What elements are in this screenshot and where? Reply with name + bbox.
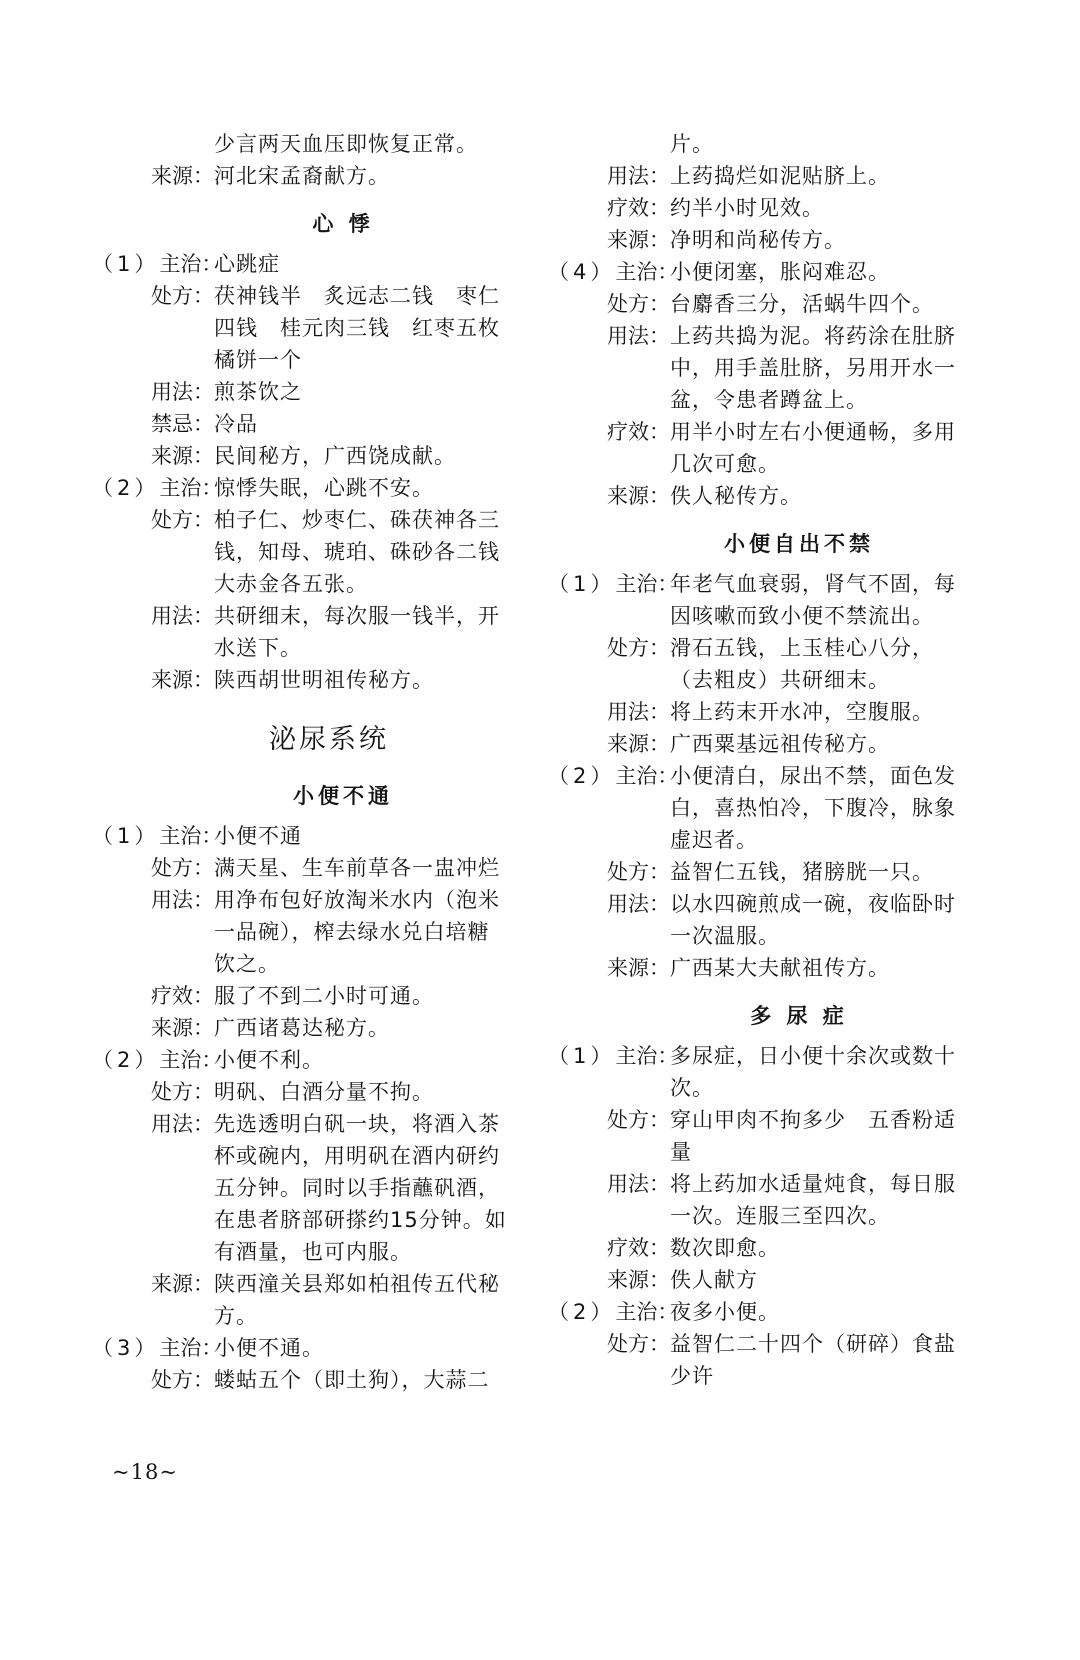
field-text: 量	[670, 1140, 692, 1164]
field-label: 疗效：	[607, 196, 670, 220]
entry-label	[548, 192, 670, 224]
entry-label	[92, 504, 214, 536]
text-line	[92, 1204, 507, 1236]
text-line	[92, 820, 504, 852]
field-label: 用法：	[607, 164, 670, 188]
text-line	[548, 1328, 960, 1360]
field-label: 主治：	[159, 1048, 223, 1072]
field-label: 处方：	[607, 1108, 670, 1132]
field-text: 在患者脐部研搽约15分钟。如	[214, 1208, 507, 1232]
field-label: 来源：	[607, 732, 670, 756]
entry-label	[548, 664, 670, 696]
field-text: 水送下。	[214, 636, 302, 660]
field-text: 夜多小便。	[670, 1300, 780, 1324]
field-text: 年老气血衰弱，肾气不固，每	[670, 572, 956, 596]
text-line	[92, 884, 504, 916]
entry-label	[92, 1140, 214, 1172]
field-label: 用法：	[607, 700, 670, 724]
left-column	[92, 128, 507, 1396]
entry-label	[92, 344, 214, 376]
entry-label	[92, 600, 214, 632]
entry-number: （2）	[548, 764, 616, 788]
text-line	[548, 192, 960, 224]
field-text: 煎茶饮之	[214, 380, 302, 404]
text-line	[548, 1104, 960, 1136]
field-text: 蝼蛄五个（即土狗），大蒜二	[214, 1368, 490, 1392]
entry-number: （2）	[92, 1048, 160, 1072]
text-line	[92, 1172, 504, 1204]
text-line	[548, 1296, 960, 1328]
field-label: 用法：	[151, 380, 214, 404]
field-text: 广西诸葛达秘方。	[214, 1016, 390, 1040]
field-label: 来源：	[151, 1272, 214, 1296]
field-text: 小便不通。	[214, 1336, 324, 1360]
text-line	[92, 1108, 504, 1140]
field-label: 处方：	[151, 1368, 214, 1392]
entry-label	[548, 128, 670, 160]
text-line	[548, 696, 960, 728]
field-label: 用法：	[607, 324, 670, 348]
field-text: 柏子仁、炒枣仁、硃茯神各三	[214, 508, 500, 532]
field-text: 一次。连服三至四次。	[670, 1204, 890, 1228]
entry-number: （1）	[92, 252, 160, 276]
field-label: 疗效：	[151, 984, 214, 1008]
field-label: 主治：	[159, 1336, 223, 1360]
text-line	[92, 568, 504, 600]
text-line	[548, 1200, 960, 1232]
field-label: 疗效：	[607, 420, 670, 444]
entry-label	[548, 1328, 670, 1360]
field-text: 有酒量，也可内服。	[214, 1240, 412, 1264]
entry-label	[92, 664, 214, 696]
text-line	[92, 160, 504, 192]
entry-label	[548, 1072, 670, 1104]
field-text: 心跳症	[214, 252, 280, 276]
entry-number: （2）	[92, 476, 160, 500]
text-line	[92, 664, 504, 696]
field-text: 滑石五钱，上玉桂心八分，	[670, 636, 934, 660]
text-line	[92, 312, 504, 344]
page-number: ~18~	[112, 1460, 178, 1484]
entry-label	[548, 728, 670, 760]
text-line	[92, 344, 504, 376]
field-text: 将上药加水适量炖食，每日服	[670, 1172, 956, 1196]
text-line	[548, 288, 960, 320]
field-label: 处方：	[151, 1080, 214, 1104]
entry-number: （1）	[548, 572, 616, 596]
entry-label	[92, 1076, 214, 1108]
text-line	[548, 1136, 960, 1168]
field-text: 数次即愈。	[670, 1236, 780, 1260]
field-text: 以水四碗煎成一碗，夜临卧时	[670, 892, 956, 916]
field-label: 禁忌：	[151, 412, 214, 436]
field-text: 上药捣烂如泥贴脐上。	[670, 164, 890, 188]
entry-number: （4）	[548, 260, 616, 284]
text-line	[92, 1140, 504, 1172]
text-line	[548, 384, 960, 416]
entry-label	[92, 248, 223, 280]
field-label: 用法：	[607, 892, 670, 916]
text-line	[92, 1300, 504, 1332]
text-line	[92, 504, 504, 536]
text-line	[548, 760, 960, 792]
entry-label	[92, 1364, 214, 1396]
entry-label	[548, 952, 670, 984]
field-text: 四钱 桂元肉三钱 红枣五枚	[214, 316, 500, 340]
entry-label	[548, 792, 670, 824]
text-line	[92, 248, 504, 280]
text-line	[92, 1236, 504, 1268]
entry-label	[548, 320, 670, 352]
text-line	[92, 980, 504, 1012]
text-line	[92, 1012, 504, 1044]
text-line	[92, 1332, 504, 1364]
field-text: 小便不利。	[214, 1048, 324, 1072]
entry-label	[548, 1168, 670, 1200]
text-line	[548, 352, 960, 384]
field-text: 明矾、白酒分量不拘。	[214, 1080, 434, 1104]
entry-label	[548, 384, 670, 416]
entry-number: （3）	[92, 1336, 160, 1360]
text-line	[548, 1360, 960, 1392]
field-label: 处方：	[607, 292, 670, 316]
entry-label	[92, 916, 214, 948]
field-text: 一品碗），榨去绿水兑白培糖	[214, 920, 490, 944]
entry-label	[548, 256, 679, 288]
entry-label	[92, 472, 223, 504]
entry-label	[548, 696, 670, 728]
field-label: 主治：	[615, 572, 679, 596]
field-text: 方。	[214, 1304, 258, 1328]
field-text: 饮之。	[214, 952, 280, 976]
field-text: 茯神钱半 炙远志二钱 枣仁	[214, 284, 500, 308]
entry-label	[548, 1200, 670, 1232]
field-label: 来源：	[607, 956, 670, 980]
field-label: 来源：	[607, 228, 670, 252]
field-label: 处方：	[607, 860, 670, 884]
entry-label	[92, 1108, 214, 1140]
entry-label	[548, 1104, 670, 1136]
entry-label	[548, 160, 670, 192]
field-label: 主治：	[159, 824, 223, 848]
field-label: 主治：	[159, 476, 223, 500]
field-text: 广西某大夫献祖传方。	[670, 956, 890, 980]
field-label: 疗效：	[607, 1236, 670, 1260]
field-text: 惊悸失眠，心跳不安。	[214, 476, 434, 500]
text-line	[548, 568, 960, 600]
field-text: 陕西胡世明祖传秘方。	[214, 668, 434, 692]
text-line	[548, 728, 960, 760]
field-text: 上药共捣为泥。将药涂在肚脐	[670, 324, 956, 348]
subsection-heading: 小便自出不禁	[724, 532, 874, 556]
entry-label	[548, 760, 679, 792]
field-text: 先选透明白矾一块，将酒入茶	[214, 1112, 500, 1136]
field-text: 约半小时见效。	[670, 196, 824, 220]
entry-label	[92, 280, 214, 312]
entry-label	[92, 1332, 223, 1364]
entry-label	[92, 884, 214, 916]
entry-label	[548, 480, 670, 512]
field-label: 处方：	[607, 1332, 670, 1356]
entry-label	[548, 856, 670, 888]
field-text: （去粗皮）共研细末。	[670, 668, 890, 692]
text-line	[92, 280, 504, 312]
text-line	[548, 600, 960, 632]
text-line	[548, 920, 960, 952]
entry-number: （1）	[548, 1044, 616, 1068]
entry-label	[548, 888, 670, 920]
field-label: 处方：	[151, 284, 214, 308]
entry-label	[92, 1012, 214, 1044]
text-line	[548, 320, 960, 352]
entry-label	[92, 408, 214, 440]
field-text: 钱，知母、琥珀、硃砂各二钱	[214, 540, 500, 564]
entry-label	[548, 1136, 670, 1168]
right-column	[548, 128, 960, 1392]
text-line	[92, 376, 504, 408]
field-text: 小便清白，尿出不禁，面色发	[670, 764, 956, 788]
text-line	[548, 1264, 960, 1296]
text-line	[548, 632, 960, 664]
text-line	[548, 416, 960, 448]
text-line	[548, 256, 960, 288]
field-text: 少许	[670, 1364, 714, 1388]
text-line	[92, 1268, 504, 1300]
field-text: 陕西潼关县郑如柏祖传五代秘	[214, 1272, 500, 1296]
field-label: 主治：	[159, 252, 223, 276]
field-text: 少言两天血压即恢复正常。	[214, 132, 478, 156]
text-line	[92, 536, 504, 568]
subsection-heading: 小便不通	[293, 784, 393, 808]
text-line	[92, 472, 504, 504]
entry-label	[92, 980, 214, 1012]
field-label: 来源：	[151, 444, 214, 468]
field-text: 片。	[670, 132, 714, 156]
text-line	[548, 664, 960, 696]
text-line	[548, 480, 960, 512]
field-label: 主治：	[615, 1300, 679, 1324]
entry-label	[548, 448, 670, 480]
entry-label	[548, 1040, 679, 1072]
field-text: 佚人献方	[670, 1268, 758, 1292]
entry-label	[92, 1172, 214, 1204]
field-text: 冷品	[214, 412, 258, 436]
field-text: 益智仁二十四个（研碎）食盐	[670, 1332, 956, 1356]
field-text: 用半小时左右小便通畅，多用	[670, 420, 956, 444]
field-text: 广西粟基远祖传秘方。	[670, 732, 890, 756]
field-label: 来源：	[151, 1016, 214, 1040]
field-label: 来源：	[151, 164, 214, 188]
entry-label	[548, 1360, 670, 1392]
field-label: 用法：	[151, 1112, 214, 1136]
entry-label	[548, 288, 670, 320]
text-line	[548, 1040, 960, 1072]
field-text: 一次温服。	[670, 924, 780, 948]
entry-label	[92, 948, 214, 980]
entry-label	[548, 1232, 670, 1264]
text-line	[92, 600, 504, 632]
text-line	[548, 128, 960, 160]
field-text: 中，用手盖肚脐，另用开水一	[670, 356, 956, 380]
text-line	[92, 948, 504, 980]
entry-label	[92, 1300, 214, 1332]
text-line	[92, 408, 504, 440]
field-label: 来源：	[607, 1268, 670, 1292]
field-text: 橘饼一个	[214, 348, 302, 372]
field-label: 主治：	[615, 764, 679, 788]
section-title: 泌尿系统	[269, 724, 389, 755]
text-line	[548, 224, 960, 256]
field-label: 来源：	[151, 668, 214, 692]
field-text: 台麝香三分，活蜗牛四个。	[670, 292, 934, 316]
entry-label	[92, 376, 214, 408]
entry-label	[92, 160, 214, 192]
entry-label	[548, 352, 670, 384]
entry-label	[548, 568, 679, 600]
entry-label	[548, 824, 670, 856]
field-label: 主治：	[615, 1044, 679, 1068]
entry-label	[548, 632, 670, 664]
entry-label	[548, 1264, 670, 1296]
field-text: 小便闭塞，胀闷难忍。	[670, 260, 890, 284]
field-text: 虚迟者。	[670, 828, 758, 852]
field-text: 盆，令患者蹲盆上。	[670, 388, 868, 412]
field-text: 穿山甲肉不拘多少 五香粉适	[670, 1108, 956, 1132]
entry-label	[548, 920, 670, 952]
text-line	[92, 440, 504, 472]
entry-label	[548, 224, 670, 256]
field-text: 因咳嗽而致小便不禁流出。	[670, 604, 934, 628]
text-line	[548, 1232, 960, 1264]
text-line	[92, 1044, 504, 1076]
text-line	[548, 824, 960, 856]
field-text: 服了不到二小时可通。	[214, 984, 434, 1008]
field-text: 小便不通	[214, 824, 302, 848]
text-line	[548, 952, 960, 984]
text-line	[92, 1076, 504, 1108]
text-line	[92, 632, 504, 664]
field-text: 白，喜热怕冷，下腹冷，脉象	[670, 796, 956, 820]
entry-label	[92, 536, 214, 568]
entry-label	[92, 440, 214, 472]
text-line	[92, 852, 504, 884]
field-label: 主治：	[615, 260, 679, 284]
text-line	[548, 888, 960, 920]
entry-label	[92, 632, 214, 664]
field-text: 河北宋孟裔献方。	[214, 164, 390, 188]
text-line	[548, 160, 960, 192]
text-line	[92, 128, 504, 160]
subsection-heading: 心 悸	[312, 212, 374, 236]
entry-label	[92, 568, 214, 600]
entry-label	[92, 820, 223, 852]
text-line	[92, 1364, 504, 1396]
field-text: 共研细末，每次服一钱半，开	[214, 604, 500, 628]
entry-label	[92, 312, 214, 344]
field-label: 用法：	[607, 1172, 670, 1196]
field-text: 佚人秘传方。	[670, 484, 802, 508]
field-text: 满天星、生车前草各一盅冲烂	[214, 856, 500, 880]
field-label: 处方：	[607, 636, 670, 660]
entry-label	[548, 600, 670, 632]
field-label: 用法：	[151, 888, 214, 912]
entry-label	[92, 1268, 214, 1300]
entry-label	[92, 852, 214, 884]
field-text: 民间秘方，广西饶成献。	[214, 444, 456, 468]
field-label: 用法：	[151, 604, 214, 628]
text-line	[92, 916, 504, 948]
field-text: 杯或碗内，用明矾在酒内研约	[214, 1144, 500, 1168]
entry-number: （1）	[92, 824, 160, 848]
field-text: 将上药末开水冲，空腹服。	[670, 700, 934, 724]
text-line	[548, 792, 960, 824]
entry-label	[548, 416, 670, 448]
text-line	[548, 448, 960, 480]
field-text: 五分钟。同时以手指蘸矾酒，	[214, 1176, 500, 1200]
text-line	[548, 1072, 960, 1104]
entry-number: （2）	[548, 1300, 616, 1324]
field-label: 处方：	[151, 508, 214, 532]
subsection-heading: 多 尿 症	[750, 1004, 848, 1028]
entry-label	[92, 128, 214, 160]
entry-label	[92, 1204, 214, 1236]
field-text: 次。	[670, 1076, 714, 1100]
field-text: 用净布包好放淘米水内（泡米	[214, 888, 500, 912]
field-text: 大赤金各五张。	[214, 572, 368, 596]
entry-label	[92, 1236, 214, 1268]
text-line	[548, 1168, 960, 1200]
field-label: 来源：	[607, 484, 670, 508]
field-text: 净明和尚秘传方。	[670, 228, 846, 252]
field-text: 多尿症，日小便十余次或数十	[670, 1044, 956, 1068]
entry-label	[548, 1296, 679, 1328]
field-label: 处方：	[151, 856, 214, 880]
field-text: 几次可愈。	[670, 452, 780, 476]
text-line	[548, 856, 960, 888]
entry-label	[92, 1044, 223, 1076]
field-text: 益智仁五钱，猪膀胱一只。	[670, 860, 934, 884]
